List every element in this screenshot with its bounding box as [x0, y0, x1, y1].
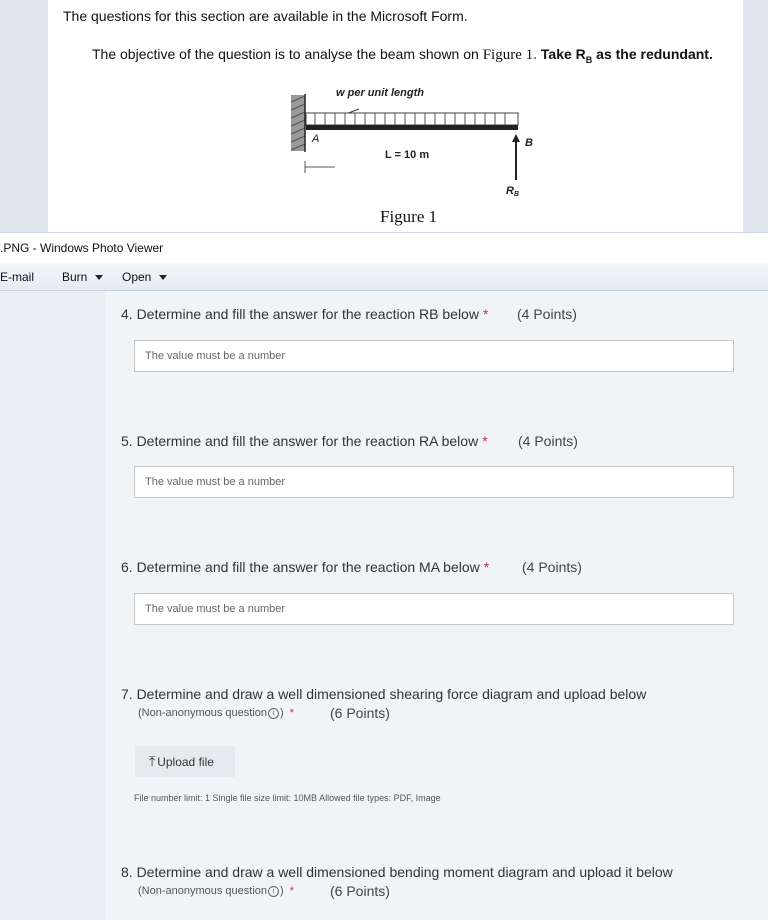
menu-burn[interactable]: Burn: [62, 270, 103, 284]
reaction-arrowhead: [512, 134, 520, 142]
doc-objective-text: The objective of the question is to analyse the beam shown on Figure 1. Take $R_B$ as the redundant.: [92, 46, 713, 65]
question-8-title: 8. Determine and draw a well dimensioned bending moment diagram and upload it below: [121, 864, 673, 880]
menu-email[interactable]: E-mail: [0, 270, 35, 284]
chevron-down-icon: [159, 275, 167, 280]
distributed-load: [306, 113, 518, 125]
chevron-down-icon: [95, 275, 103, 280]
question-5-points: (4 Points): [518, 433, 578, 449]
upload-icon: ⤒: [149, 753, 156, 769]
question-4-points: (4 Points): [517, 306, 577, 322]
question-6-answer[interactable]: [134, 593, 734, 625]
required-marker: *: [482, 306, 489, 322]
question-5-input[interactable]: [145, 476, 705, 488]
figure-caption: Figure 1: [380, 207, 438, 226]
question-7-subtitle: (Non-anonymous question i ) *: [138, 707, 294, 719]
question-5-answer[interactable]: [134, 466, 734, 498]
question-7-points: (6 Points): [330, 705, 390, 721]
info-icon[interactable]: i: [268, 708, 279, 719]
question-7-title: 7. Determine and draw a well dimensioned shearing force diagram and upload below: [121, 686, 647, 702]
menu-bar: [0, 263, 768, 291]
question-6-title: 6. Determine and fill the answer for the reaction MA below *: [121, 559, 490, 575]
beam: [306, 125, 518, 130]
window-title-bar: [0, 232, 768, 264]
beam-figure: [285, 80, 545, 204]
upload-file-button[interactable]: ⤒ Upload file: [135, 746, 235, 777]
question-6-points: (4 Points): [522, 559, 582, 575]
reaction-label: RB: [506, 185, 520, 198]
window-title: .PNG - Windows Photo Viewer: [0, 241, 164, 255]
document-image: [0, 0, 768, 232]
load-label: w per unit length: [336, 87, 424, 99]
required-marker: *: [289, 885, 294, 897]
question-4-title: 4. Determine and fill the answer for the reaction RB below *: [121, 306, 489, 322]
required-marker: *: [483, 559, 490, 575]
question-4-answer[interactable]: [134, 340, 734, 372]
question-4-input[interactable]: [145, 350, 705, 362]
doc-intro-text: The questions for this section are available in the Microsoft Form.: [63, 8, 468, 24]
question-5-title: 5. Determine and fill the answer for the reaction RA below *: [121, 433, 488, 449]
length-label: L = 10 m: [385, 149, 430, 161]
question-8-points: (6 Points): [330, 883, 390, 899]
required-marker: *: [482, 433, 488, 449]
point-a-label: A: [312, 133, 320, 145]
question-8-subtitle: (Non-anonymous question i ) *: [138, 885, 294, 897]
info-icon[interactable]: i: [268, 886, 279, 897]
file-limit-note: File number limit: 1 Single file size limit: 10MB Allowed file types: PDF, Image: [134, 793, 441, 803]
question-6-input[interactable]: [145, 603, 705, 615]
required-marker: *: [289, 707, 294, 719]
menu-open[interactable]: Open: [122, 270, 167, 284]
point-b-label: B: [525, 137, 533, 149]
